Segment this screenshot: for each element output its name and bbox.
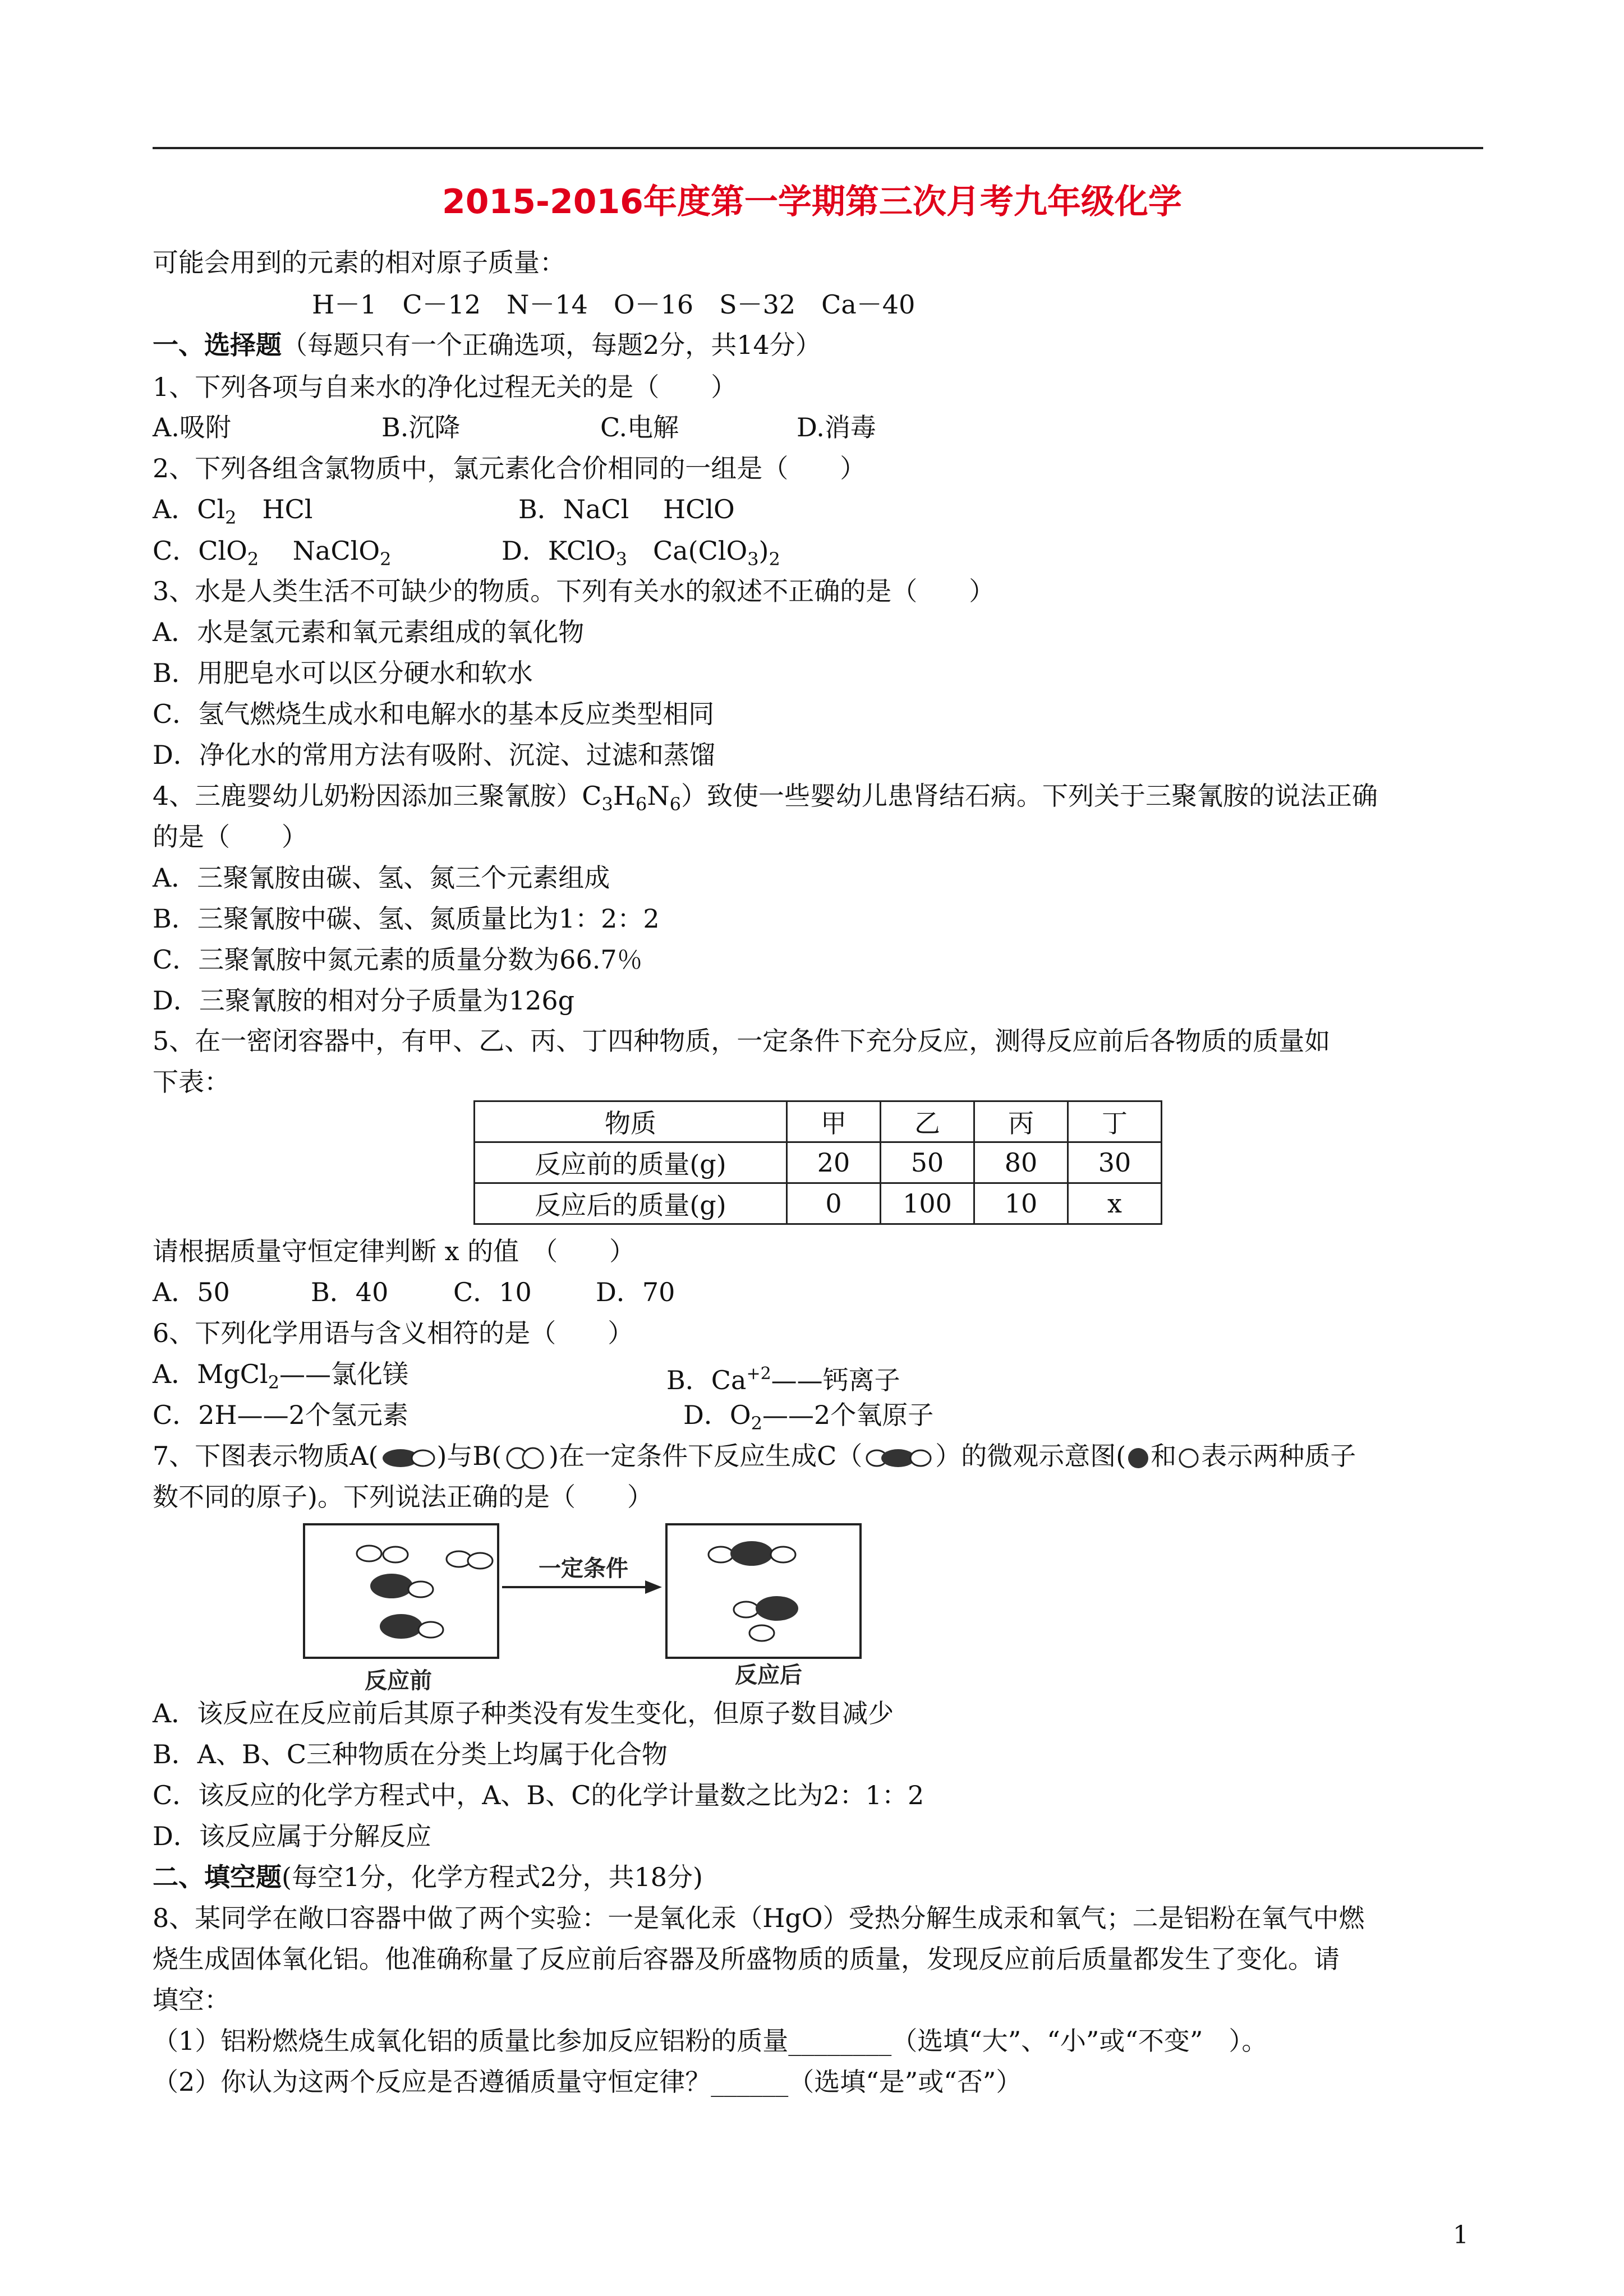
- q1-stem: 1、下列各项与自来水的净化过程无关的是（ ）: [153, 372, 737, 402]
- q3-option-c: C．氢气燃烧生成水和电解水的基本反应类型相同: [153, 699, 715, 729]
- q4-stem-part2: ）致使一些婴幼儿患肾结石病。下列关于三聚氰胺的说法正确: [680, 781, 1378, 811]
- top-rule: [153, 147, 1483, 149]
- mass-table: [473, 1100, 1162, 1225]
- q7-stem: [153, 1439, 1356, 1473]
- table-cell: 甲: [787, 1101, 881, 1142]
- table-cell: 10: [974, 1183, 1068, 1224]
- table-cell: 100: [881, 1183, 974, 1224]
- molecule-a-icon: [378, 1446, 436, 1470]
- q6-stem: 6、下列化学用语与含义相符的是（ ）: [153, 1318, 634, 1348]
- table-row: [475, 1183, 1162, 1224]
- table-cell: 30: [1068, 1142, 1162, 1183]
- q4-option-d: D．三聚氰胺的相对分子质量为126g: [153, 985, 575, 1016]
- q4-option-a: A．三聚氰胺由碳、氢、氮三个元素组成: [153, 863, 610, 893]
- atomic-mass-intro: 可能会用到的元素的相对原子质量：: [153, 247, 565, 278]
- arrow-head-icon: [645, 1580, 662, 1594]
- q7-option-c: C．该反应的化学方程式中，A、B、C的化学计量数之比为2：1：2: [153, 1780, 924, 1810]
- q4-stem-part1: 4、三鹿婴幼儿奶粉因添加三聚氰胺）: [153, 781, 582, 811]
- q6-option-b-text: ——钙离子: [771, 1365, 900, 1395]
- reaction-diagram: [303, 1514, 875, 1705]
- section2-note: (每空1分，化学方程式2分，共18分): [282, 1862, 703, 1892]
- q3-option-d: D．净化水的常用方法有吸附、沉淀、过滤和蒸馏: [153, 740, 715, 770]
- q6-option-d: D．$O_2——2$个氧原子: [683, 1400, 934, 1434]
- exam-title: 2015-2016年度第一学期第三次月考九年级化学: [442, 182, 1182, 222]
- table-cell: 丙: [974, 1101, 1068, 1142]
- q1-option-b: B.沉降: [381, 412, 461, 442]
- table-cell: 反应后的质量(g): [475, 1183, 787, 1224]
- q4-stem: [153, 779, 1378, 821]
- molecule-c-icon: [862, 1446, 935, 1470]
- section1-title: [153, 328, 821, 362]
- page-number: 1: [1453, 2221, 1469, 2249]
- table-cell: 80: [974, 1142, 1068, 1183]
- q1-option-c: C.电解: [600, 412, 679, 442]
- q6-option-b: B．$Ca^{+2}——$钙离子: [666, 1364, 900, 1395]
- q8-stem-cont1: 烧生成固体氧化铝。他准确称量了反应前后容器及所盛物质的质量，发现反应前后质量都发生了变化。请: [153, 1944, 1340, 1974]
- q3-stem: 3、水是人类生活不可缺少的物质。下列有关水的叙述不正确的是（ ）: [153, 576, 995, 606]
- q3-option-b: B．用肥皂水可以区分硬水和软水: [153, 658, 533, 688]
- light-atom-icon: [1176, 1446, 1201, 1470]
- before-label: 反应前: [365, 1668, 432, 1694]
- q5-stem-cont: 下表：: [153, 1067, 230, 1097]
- section1-heading: 一、选择题: [153, 330, 282, 360]
- table-cell: 0: [787, 1183, 881, 1224]
- section2-heading: 二、填空题: [153, 1862, 282, 1892]
- q6-option-a-text: ——氯化镁: [279, 1359, 409, 1389]
- q5-option-b: B．40: [311, 1277, 389, 1307]
- table-cell: 乙: [881, 1101, 974, 1142]
- arrow-label: 一定条件: [539, 1556, 628, 1582]
- q1-option-d: D.消毒: [797, 412, 876, 442]
- table-header-row: [475, 1101, 1162, 1142]
- section1-note: （每题只有一个正确选项，每题2分，共14分）: [282, 330, 821, 360]
- dark-atom-icon: [1126, 1446, 1151, 1470]
- q2-option-a: A．$Cl_2$ HCl: [153, 494, 313, 528]
- q8-stem: 8、某同学在敞口容器中做了两个实验：一是氧化汞（HgO）受热分解生成汞和氧气；二是铝粉在氧气中燃: [153, 1903, 1365, 1933]
- q7-stem-p3: )在一定条件下反应生成C（: [549, 1441, 863, 1471]
- table-cell: 丁: [1068, 1101, 1162, 1142]
- q5-stem: 5、在一密闭容器中，有甲、乙、丙、丁四种物质，一定条件下充分反应，测得反应前后各物质的质量如: [153, 1026, 1331, 1056]
- q6-option-d-text: ——2个氧原子: [762, 1400, 934, 1430]
- table-row: [475, 1142, 1162, 1183]
- q3-option-a: A．水是氢元素和氧元素组成的氧化物: [153, 617, 585, 647]
- q7-option-b: B．A、B、C三种物质在分类上均属于化合物: [153, 1739, 668, 1769]
- q4-option-b: B．三聚氰胺中碳、氢、氮质量比为1：2：2: [153, 903, 660, 934]
- q7-option-a: A．该反应在反应前后其原子种类没有发生变化，但原子数目减少: [153, 1698, 894, 1728]
- q7-stem-cont: 数不同的原子)。下列说法正确的是（ ）: [153, 1482, 653, 1512]
- q6-option-a: A．MgCl$_2$——氯化镁: [153, 1359, 409, 1393]
- q5-option-a: A．50: [153, 1277, 230, 1307]
- section2-title: [153, 1860, 703, 1894]
- table-cell: 20: [787, 1142, 881, 1183]
- q7-stem-p2: )与B(: [436, 1441, 502, 1471]
- table-cell: 物质: [475, 1101, 787, 1142]
- q7-option-d: D．该反应属于分解反应: [153, 1821, 431, 1851]
- q2-option-b: B．NaCl HClO: [518, 494, 735, 524]
- q7-stem-p1: 7、下图表示物质A(: [153, 1441, 379, 1471]
- melamine-formula: $C_3H_6N_6$: [582, 781, 681, 815]
- q7-stem-p5: 和: [1151, 1441, 1177, 1471]
- q7-stem-p4: ）的微观示意图(: [935, 1441, 1126, 1471]
- q5-option-d: D．70: [596, 1277, 675, 1307]
- atomic-mass-values: H－1 C－12 N－14 O－16 S－32 Ca－40: [312, 289, 915, 320]
- q5-option-c: C．10: [453, 1277, 532, 1307]
- table-cell: 反应前的质量(g): [475, 1142, 787, 1183]
- q4-option-c: C．三聚氰胺中氮元素的质量分数为66.7％: [153, 944, 643, 975]
- q2-option-c: C．ClO$_2$ NaClO$_2$: [153, 536, 392, 570]
- q8-sub2: （2）你认为这两个反应是否遵循质量守恒定律？______（选填“是”或“否”）: [153, 2067, 1022, 2097]
- q5-ask: 请根据质量守恒定律判断 x 的值 （ ）: [153, 1236, 636, 1266]
- q2-option-d: D．KClO$_3$ $Ca(ClO_3)_2$: [502, 536, 780, 570]
- molecule-b-icon: [502, 1446, 549, 1470]
- q8-sub1: （1）铝粉燃烧生成氧化铝的质量比参加反应铝粉的质量________（选填“大”、“小”或“不变” ）。: [153, 2026, 1268, 2056]
- q4-stem-cont: 的是（ ）: [153, 822, 307, 852]
- table-cell: x: [1068, 1183, 1162, 1224]
- q8-stem-cont2: 填空：: [153, 1985, 230, 2015]
- after-label: 反应后: [735, 1662, 802, 1688]
- q1-option-a: A.吸附: [153, 412, 231, 442]
- q2-stem: 2、下列各组含氯物质中，氯元素化合价相同的一组是（ ）: [153, 453, 866, 483]
- table-cell: 50: [881, 1142, 974, 1183]
- q7-stem-p6: 表示两种质子: [1201, 1441, 1356, 1471]
- q6-option-c: C．2H——2个氢元素: [153, 1400, 408, 1430]
